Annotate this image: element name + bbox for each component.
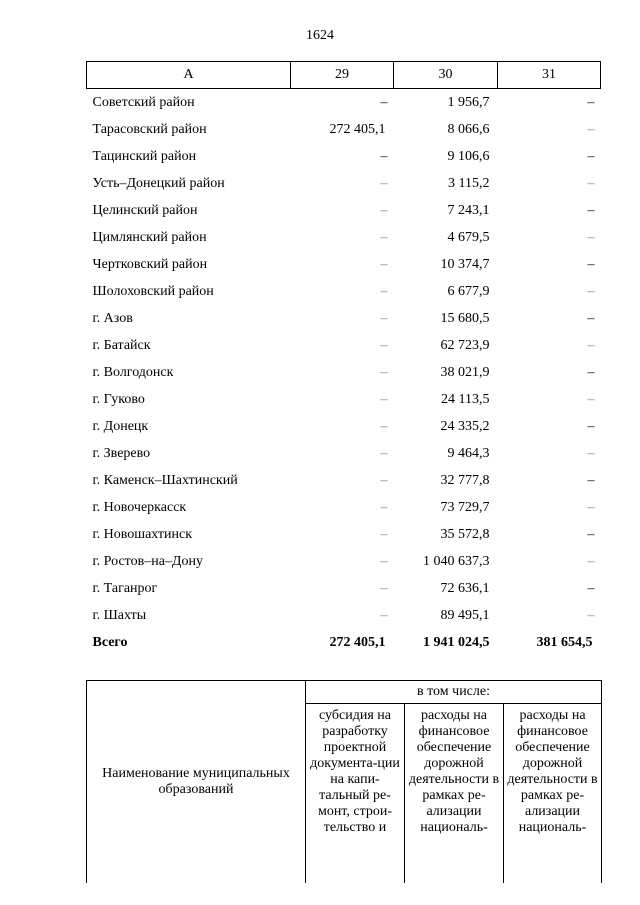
municipality-name: г. Гуково: [92, 391, 145, 407]
value-col-29: –: [380, 283, 388, 299]
value-col-29: –: [380, 94, 388, 110]
table-row: [87, 467, 601, 494]
table-row: [87, 575, 601, 602]
value-col-29: –: [380, 391, 388, 407]
value-col-31: –: [587, 202, 595, 218]
municipality-name: Тарасовский район: [92, 121, 207, 137]
column-header-29: 29: [291, 62, 394, 89]
value-col-31: –: [587, 310, 595, 326]
subheader-design-subsidy: субсидия на разработку проектной документа-ции на капи-тальный ре-монт, строи-тельство и: [306, 704, 405, 884]
column-header-31: 31: [498, 62, 601, 89]
value-col-29: –: [380, 445, 388, 461]
value-col-30: 15 680,5: [440, 310, 490, 326]
municipality-name: г. Ростов–на–Дону: [92, 553, 203, 569]
total-col-31: 381 654,5: [536, 634, 593, 650]
municipality-name: Советский район: [92, 94, 195, 110]
value-col-31: –: [587, 94, 595, 110]
value-col-30: 9 464,3: [447, 445, 490, 461]
table-row: [87, 602, 601, 629]
value-col-30: 4 679,5: [447, 229, 490, 245]
value-col-30: 6 677,9: [447, 283, 490, 299]
value-col-31: –: [587, 121, 595, 137]
municipality-name: г. Шахты: [92, 607, 147, 623]
value-col-29: –: [380, 148, 388, 164]
value-col-29: –: [380, 256, 388, 272]
value-col-29: –: [380, 472, 388, 488]
municipality-name: Тацинский район: [92, 148, 197, 164]
including-header: в том числе:: [306, 681, 602, 704]
table-row: [87, 278, 601, 305]
value-col-31: –: [587, 283, 595, 299]
municipality-name: Усть–Донецкий район: [92, 175, 225, 191]
table-row: [87, 521, 601, 548]
value-col-30: 8 066,6: [447, 121, 490, 137]
municipality-name: г. Волгодонск: [92, 364, 174, 380]
total-label: Всего: [92, 634, 128, 650]
table-row: [87, 251, 601, 278]
value-col-31: –: [587, 472, 595, 488]
table-row: [87, 305, 601, 332]
municipality-name: г. Зверево: [92, 445, 151, 461]
value-col-31: –: [587, 148, 595, 164]
municipal-name-header: Наименование муниципальных образований: [87, 681, 306, 884]
table-row: [87, 548, 601, 575]
value-col-30: 7 243,1: [447, 202, 490, 218]
value-col-30: 35 572,8: [440, 526, 490, 542]
value-col-30: 1 956,7: [447, 94, 490, 110]
value-col-30: 89 495,1: [440, 607, 490, 623]
value-col-30: 24 335,2: [440, 418, 490, 434]
total-col-30: 1 941 024,5: [423, 634, 490, 650]
table-row: [87, 332, 601, 359]
value-col-29: 272 405,1: [329, 121, 386, 137]
value-col-31: –: [587, 607, 595, 623]
municipality-name: Шолоховский район: [92, 283, 214, 299]
subheader-road-expenses-2: расходы на финансовое обеспечение дорожной деятельности в рамках ре-ализации националь-: [504, 704, 602, 884]
municipality-name: г. Каменск–Шахтинский: [92, 472, 238, 488]
municipality-name: Целинский район: [92, 202, 198, 218]
table-row: [87, 143, 601, 170]
total-col-29: 272 405,1: [329, 634, 386, 650]
table-row: [87, 89, 601, 117]
value-col-30: 32 777,8: [440, 472, 490, 488]
value-col-29: –: [380, 499, 388, 515]
table-row: [87, 224, 601, 251]
value-col-30: 9 106,6: [447, 148, 490, 164]
value-col-31: –: [587, 175, 595, 191]
value-col-29: –: [380, 229, 388, 245]
value-col-30: 24 113,5: [441, 391, 490, 407]
value-col-31: –: [587, 391, 595, 407]
municipality-name: г. Азов: [92, 310, 133, 326]
municipality-name: г. Новошахтинск: [92, 526, 193, 542]
value-col-30: 3 115,2: [448, 175, 490, 191]
value-col-30: 38 021,9: [440, 364, 490, 380]
value-col-31: –: [587, 553, 595, 569]
upper-table-body: [87, 89, 601, 657]
value-col-29: –: [380, 202, 388, 218]
value-col-29: –: [380, 175, 388, 191]
upper-table: [86, 61, 601, 656]
municipality-name: г. Батайск: [92, 337, 151, 353]
value-col-31: –: [587, 337, 595, 353]
value-col-31: –: [587, 256, 595, 272]
value-col-29: –: [380, 553, 388, 569]
table-row: [87, 197, 601, 224]
table-row: [87, 440, 601, 467]
value-col-30: 62 723,9: [440, 337, 490, 353]
value-col-31: –: [587, 229, 595, 245]
value-col-30: 1 040 637,3: [423, 553, 490, 569]
value-col-29: –: [380, 580, 388, 596]
page-number: 1624: [306, 28, 334, 43]
value-col-29: –: [380, 310, 388, 326]
municipality-name: г. Таганрог: [92, 580, 158, 596]
value-col-31: –: [587, 364, 595, 380]
subheader-road-expenses-1: расходы на финансовое обеспечение дорожной деятельности в рамках ре-ализации националь-: [405, 704, 504, 884]
value-col-29: –: [380, 526, 388, 542]
table-row: [87, 116, 601, 143]
value-col-29: –: [380, 337, 388, 353]
value-col-31: –: [587, 445, 595, 461]
value-col-31: –: [587, 526, 595, 542]
table-row: [87, 494, 601, 521]
value-col-29: –: [380, 418, 388, 434]
value-col-30: 10 374,7: [440, 256, 490, 272]
value-col-31: –: [587, 418, 595, 434]
column-header-a: А: [87, 62, 291, 89]
table-row: [87, 359, 601, 386]
total-row: [87, 629, 601, 656]
municipality-name: г. Новочеркасск: [92, 499, 187, 515]
value-col-29: –: [380, 364, 388, 380]
value-col-31: –: [587, 499, 595, 515]
lower-table: [86, 680, 602, 883]
table-row: [87, 170, 601, 197]
value-col-30: 73 729,7: [440, 499, 490, 515]
upper-table-header-row: [87, 62, 601, 89]
municipality-name: Чертковский район: [92, 256, 208, 272]
municipality-name: г. Донецк: [92, 418, 149, 434]
table-row: [87, 386, 601, 413]
municipality-name: Цимлянский район: [92, 229, 207, 245]
value-col-31: –: [587, 580, 595, 596]
value-col-29: –: [380, 607, 388, 623]
value-col-30: 72 636,1: [440, 580, 490, 596]
column-header-30: 30: [394, 62, 498, 89]
table-row: [87, 413, 601, 440]
